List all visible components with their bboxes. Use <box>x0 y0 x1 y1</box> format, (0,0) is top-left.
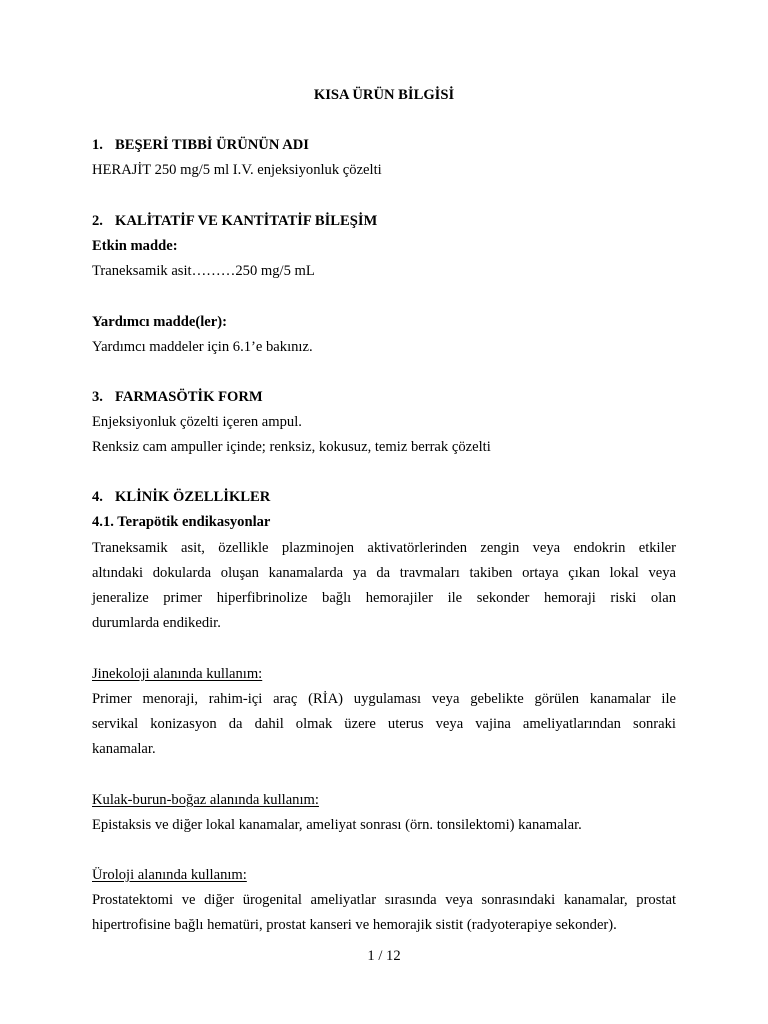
gynecology-line: kanamalar. <box>92 741 156 757</box>
indication-intro-line: Traneksamik asit, özellikle plazminojen aktivatörlerinden zengin veya endokrin etkiler <box>92 540 676 556</box>
gynecology-label: Jinekoloji alanında kullanım: <box>92 666 263 682</box>
ent-label: Kulak-burun-boğaz alanında kullanım: <box>92 792 319 808</box>
section-1-title: BEŞERİ TIBBİ ÜRÜNÜN ADI <box>115 137 309 153</box>
document-title: KISA ÜRÜN BİLGİSİ <box>313 87 455 103</box>
subsection-4-1-heading: 4.1. Terapötik endikasyonlar <box>92 514 271 530</box>
ent-text: Epistaksis ve diğer lokal kanamalar, ameliyat sonrası (örn. tonsilektomi) kanamalar. <box>92 817 582 833</box>
urology-label: Üroloji alanında kullanım: <box>92 867 247 883</box>
section-1-number: 1. <box>92 137 103 153</box>
section-2-title: KALİTATİF VE KANTİTATİF BİLEŞİM <box>115 213 378 229</box>
section-4-title: KLİNİK ÖZELLİKLER <box>115 489 271 505</box>
product-name-text: HERAJİT 250 mg/5 ml I.V. enjeksiyonluk çözelti <box>92 162 382 178</box>
indication-intro-line: jeneralize primer hiperfibrinolize bağlı hemorajiler ile sekonder hemoraji riski olan <box>92 590 676 606</box>
indication-intro-line: durumlarda endikedir. <box>92 615 221 631</box>
urology-line: hipertrofisine bağlı hematüri, prostat kanseri ve hemorajik sistit (radyoterapiye sekonder). <box>92 917 617 933</box>
section-3-title: FARMASÖTİK FORM <box>115 389 263 405</box>
active-substance-text: Traneksamik asit………250 mg/5 mL <box>92 263 315 279</box>
gynecology-line: Primer menoraji, rahim-içi araç (RİA) uygulaması veya gebelikte görülen kanamalar ile <box>92 691 676 707</box>
section-2-heading <box>92 212 377 230</box>
gynecology-line: servikal konizasyon da dahil olmak üzere uterus veya vajina ameliyatlarından sonraki <box>92 716 676 732</box>
excipients-text: Yardımcı maddeler için 6.1’e bakınız. <box>92 339 313 355</box>
urology-line: Prostatektomi ve diğer ürogenital ameliyatlar sırasında veya sonrasındaki kanamalar, prostat <box>92 892 676 908</box>
section-3-number: 3. <box>92 389 103 405</box>
indication-intro-line: altındaki dokularda oluşan kanamalarda ya da travmaları takiben ortaya çıkan lokal veya <box>92 565 676 581</box>
excipients-label: Yardımcı madde(ler): <box>92 314 227 330</box>
section-1-heading <box>92 136 309 154</box>
section-4-number: 4. <box>92 489 103 505</box>
pharmaceutical-form-line-2: Renksiz cam ampuller içinde; renksiz, kokusuz, temiz berrak çözelti <box>92 439 491 455</box>
active-substance-label: Etkin madde: <box>92 238 178 254</box>
section-4-heading <box>92 488 270 506</box>
page-number: 1 / 12 <box>367 948 401 964</box>
pharmaceutical-form-line-1: Enjeksiyonluk çözelti içeren ampul. <box>92 414 302 430</box>
section-3-heading <box>92 388 263 406</box>
section-2-number: 2. <box>92 213 103 229</box>
